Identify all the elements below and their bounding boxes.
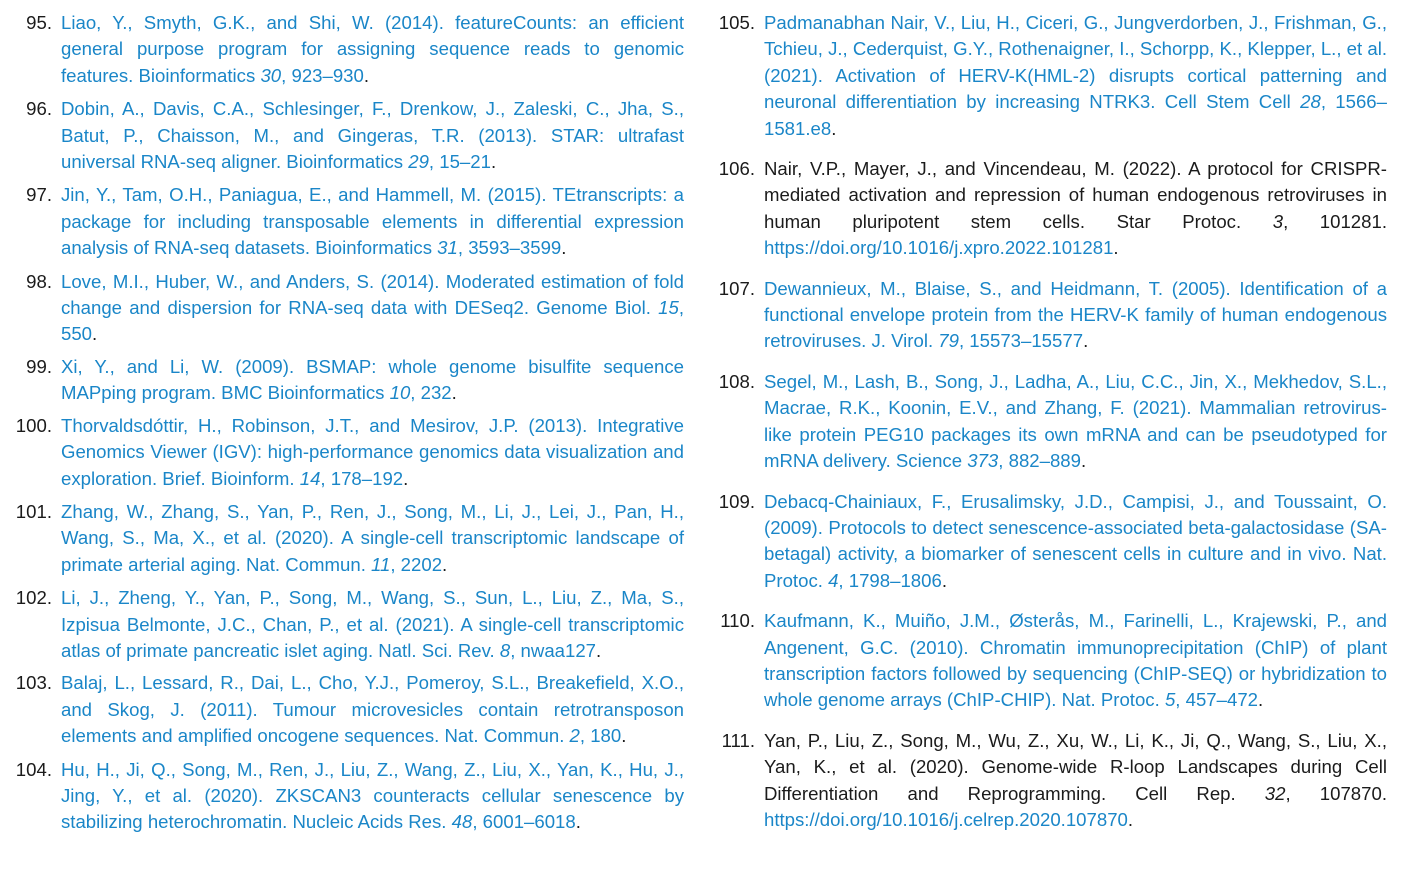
reference-number: 104. — [15, 758, 52, 780]
reference-item[interactable] — [703, 369, 1387, 475]
reference-pages: , 101281. — [1283, 210, 1388, 232]
reference-number: 108. — [718, 370, 755, 392]
reference-end: . — [1083, 330, 1089, 352]
reference-citation: Dobin, A., Davis, C.A., Schlesinger, F., Drenkow, J., Zaleski, C., Jha, S., Batut, P., Chaisson, M., and Gingeras, T.R. (2013). STAR: ultrafast universal RNA-seq aligner. Bioinformatics — [61, 98, 684, 173]
reference-text — [764, 728, 1387, 834]
reference-number: 99. — [26, 355, 52, 377]
reference-pages: , 107870. — [1285, 782, 1387, 804]
reference-link[interactable] — [764, 369, 1387, 475]
reference-link[interactable] — [61, 757, 684, 836]
reference-volume: 4 — [828, 569, 839, 591]
reference-text — [764, 156, 1387, 262]
reference-item[interactable] — [703, 608, 1387, 714]
reference-citation: Kaufmann, K., Muiño, J.M., Østerås, M., Farinelli, L., Krajewski, P., and Angenent, G.C. (2010). Chromatin immunoprecipitation (ChIP) of plant transcription factors followed by sequencing (ChIP-SEQ) or hybridization to whole genome arrays (ChIP-CHIP). Nat. Protoc. — [764, 610, 1387, 711]
reference-citation: Dewannieux, M., Blaise, S., and Heidmann, T. (2005). Identification of a functional envelope protein from the HERV-K family of human endogenous retroviruses. J. Virol. — [764, 277, 1387, 352]
reference-end: . — [451, 382, 457, 404]
reference-item[interactable] — [0, 499, 684, 578]
reference-item[interactable] — [0, 585, 684, 664]
reference-link[interactable] — [61, 182, 684, 261]
reference-citation: Hu, H., Ji, Q., Song, M., Ren, J., Liu, Z., Wang, Z., Liu, X., Yan, K., Hu, J., Jing, Y., et al. (2020). ZKSCAN3 counteracts cellular senescence by stabilizing heterochromatin. Nucleic Acids Res. — [61, 758, 684, 833]
reference-item[interactable] — [703, 489, 1387, 595]
reference-volume: 32 — [1264, 782, 1286, 804]
reference-end: . — [1127, 808, 1134, 830]
reference-end: . — [1113, 237, 1119, 259]
reference-volume: 2 — [569, 725, 580, 747]
reference-number: 109. — [718, 490, 755, 512]
reference-citation: Xi, Y., and Li, W. (2009). BSMAP: whole genome bisulfite sequence MAPping program. BMC Bioinformatics — [61, 355, 684, 404]
reference-citation: Balaj, L., Lessard, R., Dai, L., Cho, Y.J., Pomeroy, S.L., Breakefield, X.O., and Skog, J. (2011). Tumour microvesicles contain retrotransposon elements and amplified oncogene sequences. Nat. Commun. — [61, 672, 684, 747]
reference-item[interactable] — [0, 96, 684, 175]
reference-number: 110. — [720, 610, 755, 632]
reference-column-left — [0, 10, 684, 843]
reference-pages: , 180 — [579, 725, 622, 747]
reference-volume: 31 — [437, 237, 458, 259]
reference-item[interactable] — [703, 276, 1387, 355]
reference-end: . — [363, 64, 370, 86]
reference-citation: Jin, Y., Tam, O.H., Paniagua, E., and Hammell, M. (2015). TEtranscripts: a package for including transposable elements in differential expression analysis of RNA-seq datasets. Bioinformatics — [61, 184, 684, 259]
reference-link[interactable] — [764, 276, 1387, 355]
reference-number: 95. — [26, 12, 52, 33]
doi-link[interactable]: https://doi.org/10.1016/j.xpro.2022.101281 — [764, 237, 1114, 259]
reference-item[interactable] — [0, 670, 684, 749]
reference-item[interactable] — [0, 354, 684, 407]
reference-pages: , 923–930 — [281, 64, 364, 86]
reference-link[interactable] — [61, 585, 684, 664]
reference-number: 97. — [26, 184, 52, 206]
reference-number: 100. — [15, 414, 52, 436]
reference-pages: , 6001–6018 — [472, 811, 576, 833]
reference-volume: 10 — [389, 382, 411, 404]
reference-pages: , 1566–1581.e8 — [764, 91, 1387, 139]
reference-end: . — [831, 117, 837, 139]
reference-citation: Padmanabhan Nair, V., Liu, H., Ciceri, G., Jungverdorben, J., Frishman, G., Tchieu, J., Cederquist, G.Y., Rothenaigner, I., Schorpp, K., Klepper, L., et al. (2021). Activation of HERV-K(HML-2) disrupts cortical patterning and neuronal differentiation by increasing NTRK3. Cell Stem Cell — [764, 12, 1387, 113]
reference-link[interactable] — [764, 608, 1387, 714]
reference-item[interactable] — [0, 182, 684, 261]
reference-volume: 8 — [499, 639, 511, 661]
reference-citation: Love, M.I., Huber, W., and Anders, S. (2014). Moderated estimation of fold change and dispersion for RNA-seq data with DESeq2. Genome Biol. — [61, 270, 684, 319]
reference-item — [703, 156, 1387, 262]
reference-end: . — [403, 467, 409, 489]
reference-volume: 29 — [408, 151, 429, 173]
reference-pages: , 550 — [61, 297, 684, 345]
reference-number: 111. — [721, 729, 755, 751]
reference-link[interactable] — [61, 10, 684, 89]
reference-item[interactable] — [0, 757, 684, 836]
reference-pages: , 3593–3599 — [457, 237, 562, 259]
reference-number: 105. — [718, 12, 755, 33]
reference-link[interactable] — [61, 269, 684, 348]
reference-citation: Thorvaldsdóttir, H., Robinson, J.T., and Mesirov, J.P. (2013). Integrative Genomics Viewer (IGV): high-performance genomics data visualization and exploration. Brief. Bioinform. — [61, 414, 684, 489]
reference-citation: Zhang, W., Zhang, S., Yan, P., Ren, J., Song, M., Li, J., Lei, J., Pan, H., Wang, S., Ma, X., et al. (2020). A single-cell transcriptomic landscape of primate arterial aging. Nat. Commun. — [61, 500, 684, 575]
reference-end: . — [442, 553, 448, 575]
reference-volume: 5 — [1164, 689, 1176, 711]
reference-item — [703, 728, 1387, 834]
reference-pages: , 15573–15577 — [958, 330, 1084, 352]
reference-end: . — [575, 811, 581, 833]
reference-citation: Li, J., Zheng, Y., Yan, P., Song, M., Wang, S., Sun, L., Liu, Z., Ma, S., Izpisua Belmonte, J.C., Chan, P., et al. (2021). A single-cell transcriptomic atlas of primate pancreatic islet aging. Natl. Sci. Rev. — [61, 587, 684, 661]
reference-link[interactable] — [61, 499, 684, 578]
reference-number: 106. — [718, 158, 755, 180]
reference-citation: Debacq-Chainiaux, F., Erusalimsky, J.D., Campisi, J., and Toussaint, O. (2009). Protocols to detect senescence-associated beta-galactosidase (SA-betagal) activity, a biomarker of senescent cells in culture and in vivo. Nat. Protoc. — [764, 490, 1387, 591]
reference-volume: 28 — [1300, 91, 1321, 113]
reference-pages: , 232 — [410, 382, 452, 404]
reference-volume: 48 — [451, 811, 473, 833]
reference-volume: 30 — [260, 64, 282, 86]
reference-item[interactable] — [703, 10, 1387, 142]
reference-end: . — [1258, 689, 1264, 711]
reference-citation: Yan, P., Liu, Z., Song, M., Wu, Z., Xu, W., Li, K., Ji, Q., Wang, S., Liu, X., Yan, K., et al. (2020). Genome-wide R-loop Landscapes during Cell Differentiation and Reprogramming. Cell Rep. — [764, 729, 1387, 804]
reference-link[interactable] — [764, 489, 1387, 595]
reference-link[interactable] — [764, 10, 1387, 142]
reference-number: 96. — [26, 98, 52, 120]
reference-end: . — [596, 639, 602, 661]
reference-end: . — [1080, 450, 1087, 472]
reference-link[interactable] — [61, 96, 684, 175]
reference-pages: , 882–889 — [998, 450, 1081, 472]
reference-number: 103. — [15, 672, 52, 694]
reference-end: . — [941, 569, 947, 591]
reference-pages: , 457–472 — [1175, 689, 1258, 711]
reference-link[interactable] — [61, 413, 684, 492]
reference-pages: , 2202 — [390, 553, 443, 575]
reference-volume: 3 — [1272, 210, 1284, 232]
reference-end: . — [490, 151, 497, 173]
reference-volume: 373 — [967, 450, 999, 472]
reference-citation: Liao, Y., Smyth, G.K., and Shi, W. (2014). featureCounts: an efficient general purpose program for assigning sequence reads to genomic features. Bioinformatics — [61, 12, 684, 86]
reference-number: 101. — [15, 500, 52, 522]
reference-pages: , 178–192 — [320, 467, 404, 489]
reference-citation: Nair, V.P., Mayer, J., and Vincendeau, M. (2022). A protocol for CRISPR-mediated activation and repression of human endogenous retroviruses in human pluripotent stem cells. Star Protoc. — [764, 158, 1387, 232]
reference-end: . — [561, 237, 567, 259]
reference-volume: 79 — [938, 330, 959, 352]
reference-item[interactable] — [0, 269, 684, 348]
reference-end: . — [621, 725, 627, 747]
reference-number: 107. — [718, 277, 755, 299]
reference-column-right — [703, 10, 1387, 847]
reference-link[interactable] — [61, 354, 684, 407]
reference-pages: , nwaa127 — [510, 639, 597, 661]
reference-item[interactable] — [0, 10, 684, 89]
reference-item[interactable] — [0, 413, 684, 492]
reference-citation: Segel, M., Lash, B., Song, J., Ladha, A., Liu, C.C., Jin, X., Mekhedov, S.L., Macrae, R.K., Koonin, E.V., and Zhang, F. (2021). Mammalian retrovirus-like protein PEG10 packages its own mRNA and can be pseudotyped for mRNA delivery. Science — [764, 370, 1387, 472]
reference-link[interactable] — [61, 670, 684, 749]
reference-volume: 14 — [299, 467, 321, 489]
reference-volume: 15 — [658, 297, 679, 319]
reference-number: 98. — [26, 270, 52, 292]
reference-pages: , 1798–1806 — [838, 569, 942, 591]
reference-volume: 11 — [371, 553, 391, 575]
reference-number: 102. — [15, 587, 52, 609]
reference-pages: , 15–21 — [428, 151, 491, 173]
reference-end: . — [92, 323, 98, 345]
doi-link[interactable]: https://doi.org/10.1016/j.celrep.2020.107870 — [764, 808, 1128, 830]
